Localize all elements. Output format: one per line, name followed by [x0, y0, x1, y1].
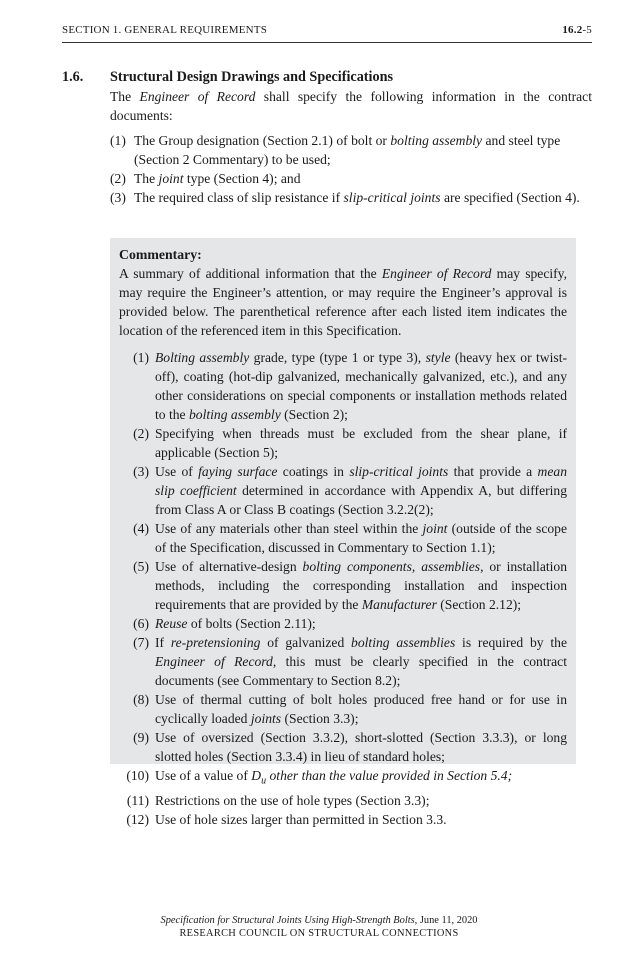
list-item	[119, 633, 567, 690]
list-item-text: Bolting assembly grade, type (type 1 or type 3), style (heavy hex or twist-off), coating (hot-dip galvanized, mechanically galvanized, etc.), and any other considerations on special components or installation methods related to the bolting assembly (Section 2);	[155, 350, 567, 422]
list-item	[119, 810, 567, 829]
list-item-text: Use of hole sizes larger than permitted in Section 3.3.	[155, 811, 447, 827]
list-item-text: If re-pretensioning of galvanized bolting assemblies is required by the Engineer of Record, this must be clearly specified in the contract documents (see Commentary to Section 8.2);	[155, 635, 567, 688]
header-section-title: SECTION 1. GENERAL REQUIREMENTS	[62, 24, 268, 36]
list-item	[110, 188, 592, 207]
commentary-box	[110, 238, 576, 827]
list-item-text: Use of a value of $D_u$ other than the value provided in Section 5.4;	[155, 768, 513, 787]
page-footer	[0, 914, 638, 940]
commentary-title: Commentary:	[119, 247, 202, 262]
list-item-number: (2)	[110, 171, 126, 186]
list-item-text: Reuse of bolts (Section 2.11);	[155, 616, 316, 631]
list-item-number: (12)	[126, 811, 149, 827]
list-item-text: The Group designation (Section 2.1) of bolt or bolting assembly and steel type (Section 2 Commentary) to be used;	[134, 133, 561, 167]
list-item	[119, 791, 567, 810]
list-item-text: Use of thermal cutting of bolt holes produced free hand or for use in cyclically loaded joints (Section 3.3);	[155, 692, 567, 726]
page-number: 16.2-5	[562, 24, 592, 36]
list-item	[119, 614, 567, 633]
footer-publisher: RESEARCH COUNCIL ON STRUCTURAL CONNECTIONS	[179, 928, 459, 939]
running-header	[62, 24, 592, 36]
header-rule	[62, 42, 592, 43]
list-item-number: (10)	[126, 768, 149, 783]
list-item	[110, 131, 592, 169]
section-title: Structural Design Drawings and Specifications	[110, 69, 393, 85]
list-item	[119, 424, 567, 462]
list-item-text: Specifying when threads must be excluded from the shear plane, if applicable (Section 5);	[155, 426, 567, 460]
list-item-text: Use of oversized (Section 3.3.2), short-slotted (Section 3.3.3), or long slotted holes (Section 3.3.4) in lieu of standard holes;	[155, 730, 567, 764]
commentary-intro: A summary of additional information that the Engineer of Record may specify, may require the Engineer’s attention, or may require the Engineer’s approval is provided below. The parenthetical reference after each listed item indicates the location of the referenced item in this Specification.	[119, 266, 567, 338]
section-number: 1.6.	[62, 69, 84, 85]
list-item	[119, 348, 567, 424]
list-item-number: (7)	[133, 635, 149, 650]
list-item-number: (3)	[133, 464, 149, 479]
footer-citation: Specification for Structural Joints Using High-Strength Bolts, June 11, 2020	[160, 915, 478, 926]
list-item-number: (11)	[126, 792, 149, 808]
requirements-list	[110, 131, 592, 207]
list-item	[119, 766, 567, 791]
commentary-list	[119, 348, 567, 829]
list-item	[119, 728, 567, 766]
section-intro: The Engineer of Record shall specify the following information in the contract documents:	[110, 89, 592, 123]
section-heading	[62, 68, 592, 87]
list-item-number: (1)	[133, 350, 149, 365]
list-item-text: Restrictions on the use of hole types (Section 3.3);	[155, 792, 430, 808]
list-item-number: (8)	[133, 692, 149, 707]
list-item-number: (4)	[133, 521, 149, 536]
list-item-number: (6)	[133, 616, 149, 631]
list-item-number: (9)	[133, 730, 149, 745]
section-1-6	[62, 68, 592, 207]
list-item-text: The required class of slip resistance if slip-critical joints are specified (Section 4).	[134, 190, 580, 205]
list-item	[119, 462, 567, 519]
list-item-text: Use of any materials other than steel within the joint (outside of the scope of the Specification, discussed in Commentary to Section 1.1);	[155, 521, 567, 555]
list-item	[110, 169, 592, 188]
list-item-number: (1)	[110, 133, 126, 148]
list-item	[119, 519, 567, 557]
list-item-number: (3)	[110, 190, 126, 205]
list-item-text: Use of alternative-design bolting components, assemblies, or installation methods, including the corresponding installation and inspection requirements that are provided by the Manufacturer (Section 2.12);	[155, 559, 568, 612]
list-item-text: The joint type (Section 4); and	[134, 171, 301, 186]
list-item-number: (5)	[133, 559, 149, 574]
list-item-text: Use of faying surface coatings in slip-critical joints that provide a mean slip coefficient determined in accordance with Appendix A, but differing from Class A or Class B coatings (Section 3.2.2(2);	[155, 464, 567, 517]
list-item	[119, 557, 567, 614]
list-item-number: (2)	[133, 426, 149, 441]
list-item	[119, 690, 567, 728]
